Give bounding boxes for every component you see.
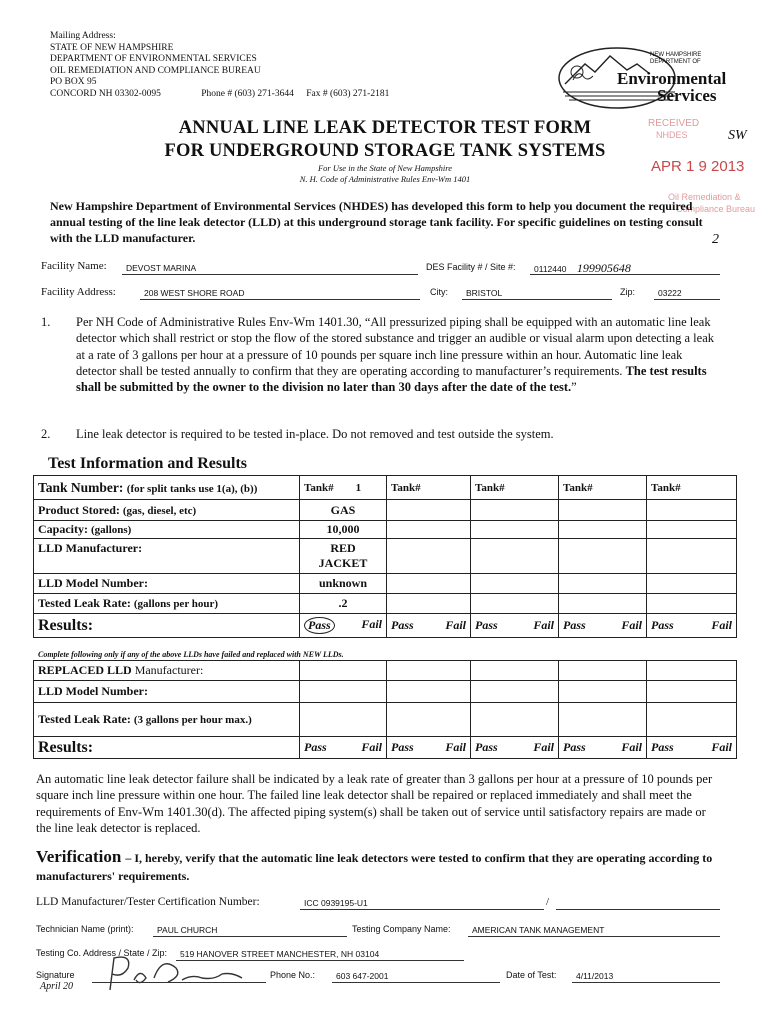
mailing-line: DEPARTMENT OF ENVIRONMENTAL SERVICES: [50, 54, 257, 65]
test-date-field[interactable]: 4/11/2013: [572, 970, 720, 983]
handwritten-count: 2: [712, 232, 719, 247]
tank-header-cell: [300, 476, 387, 500]
tank-number-text: Tank Number:: [38, 479, 124, 495]
handwritten-initials: SW: [728, 128, 747, 143]
model-cell[interactable]: [647, 574, 737, 594]
fail-option[interactable]: Fail: [361, 617, 382, 631]
tank-1-number[interactable]: 1: [355, 481, 362, 494]
result-cell: [559, 737, 647, 759]
received-stamp-bureau: Compliance Bureau: [676, 204, 756, 214]
table-row: [34, 539, 737, 574]
result-cell: [387, 737, 471, 759]
table-row: [34, 574, 737, 594]
product-tank-1[interactable]: GAS: [300, 500, 387, 521]
manufacturer-line: RED: [330, 541, 356, 555]
logo-services: Services: [657, 86, 717, 105]
replaced-results-label: Results:: [34, 737, 300, 759]
cert-number-field[interactable]: ICC 0939195-U1: [300, 897, 544, 910]
city-field[interactable]: BRISTOL: [462, 287, 612, 300]
result-cell: [387, 614, 471, 638]
handwritten-site-number: 199905648: [576, 261, 631, 275]
replaced-rate-cell[interactable]: [387, 703, 471, 737]
product-note: (gas, diesel, etc): [122, 504, 197, 517]
replaced-manufacturer-text: Manufacturer:: [134, 663, 204, 677]
capacity-note: (gallons): [91, 524, 132, 536]
mailing-line: STATE OF NEW HAMPSHIRE: [50, 42, 174, 53]
city-label: City:: [430, 287, 448, 297]
pass-option[interactable]: Pass: [563, 740, 586, 754]
test-date-label: Date of Test:: [506, 970, 557, 980]
pass-option[interactable]: Pass: [391, 618, 414, 632]
verification-heading: Verification: [36, 847, 122, 866]
replaced-rate-cell[interactable]: [300, 703, 387, 737]
manufacturer-line: JACKET: [318, 556, 368, 570]
fail-option[interactable]: Fail: [533, 740, 554, 754]
form-subtitle: For Use in the State of New Hampshire: [317, 163, 453, 173]
facility-address-field[interactable]: 208 WEST SHORE ROAD: [140, 287, 420, 300]
mailing-city: CONCORD NH 03302-0095: [50, 88, 161, 99]
intro-paragraph: New Hampshire Department of Environmental Services (NHDES) has developed this form to help you document the required annual testing of the line leak detector (LLD) at this underground storage tank facility. For specific guidelines on testing consult with the LLD manufacturer.: [50, 199, 703, 245]
company-name-field[interactable]: AMERICAN TANK MANAGEMENT: [468, 924, 720, 937]
replaced-cell[interactable]: [300, 661, 387, 681]
replaced-rate-label: [34, 703, 300, 737]
form-subtitle-rule: N. H. Code of Administrative Rules Env-Wm 1401: [299, 174, 471, 184]
tank-header: Tank#: [559, 476, 647, 500]
results-label: Results:: [34, 614, 300, 638]
tank-number-note: (for split tanks use 1(a), (b)): [126, 482, 258, 495]
cert-number-label: LLD Manufacturer/Tester Certification Number:: [36, 896, 260, 908]
received-stamp: RECEIVED: [648, 118, 700, 129]
leak-rate-cell[interactable]: [647, 594, 737, 614]
cert-number-field-2[interactable]: [556, 897, 720, 910]
company-address-label: Testing Co. Address / State / Zip:: [36, 948, 168, 958]
phone-field[interactable]: 603 647-2001: [332, 970, 500, 983]
model-tank-1[interactable]: unknown: [300, 574, 387, 594]
manufacturer-cell[interactable]: [471, 539, 559, 574]
product-cell[interactable]: [387, 500, 471, 521]
logo-environmental: Environmental: [617, 69, 727, 88]
leak-rate-cell[interactable]: [387, 594, 471, 614]
product-text: Product Stored:: [38, 502, 120, 517]
company-address-field[interactable]: 519 HANOVER STREET MANCHESTER, NH 03104: [176, 948, 464, 961]
capacity-cell[interactable]: [387, 521, 471, 539]
mailing-contact-line: [50, 89, 389, 101]
mailing-line: OIL REMEDIATION AND COMPLIANCE BUREAU: [50, 65, 261, 76]
received-stamp-date: APR 1 9 2013: [651, 158, 745, 175]
fail-option[interactable]: Fail: [711, 618, 732, 632]
result-cell: [647, 614, 737, 638]
replaced-cell[interactable]: [559, 661, 647, 681]
des-facility-number: 0112440: [534, 264, 567, 274]
manufacturer-label: LLD Manufacturer:: [34, 539, 300, 574]
model-cell[interactable]: [387, 574, 471, 594]
capacity-text: Capacity:: [38, 522, 88, 536]
form-title-line2: FOR UNDERGROUND STORAGE TANK SYSTEMS: [164, 141, 606, 161]
logo-line: NEW HAMPSHIRE: [650, 52, 702, 58]
zip-label: Zip:: [620, 287, 636, 297]
replaced-model-cell[interactable]: [471, 681, 559, 703]
capacity-tank-1[interactable]: 10,000: [300, 521, 387, 539]
replaced-model-cell[interactable]: [300, 681, 387, 703]
replaced-model-cell[interactable]: [559, 681, 647, 703]
para-rule-bold: The test results shall be submitted by the owner to the division no later than 30 days after the date of the test.: [76, 363, 707, 395]
test-results-table: [33, 475, 737, 638]
replaced-cell[interactable]: [471, 661, 559, 681]
leak-rate-text: Tested Leak Rate:: [38, 596, 131, 610]
pass-option[interactable]: Pass: [475, 618, 498, 632]
replaced-model-label: LLD Model Number:: [34, 681, 300, 703]
table-row: [34, 521, 737, 539]
leak-rate-tank-1[interactable]: .2: [300, 594, 387, 614]
manufacturer-tank-1[interactable]: [300, 539, 387, 574]
para-rule-end: ”: [571, 380, 577, 395]
facility-name-label: Facility Name:: [41, 260, 107, 272]
table-row: [34, 737, 737, 759]
facility-name-field[interactable]: DEVOST MARINA: [122, 262, 418, 275]
fail-option[interactable]: Fail: [445, 618, 466, 632]
table-row: [34, 703, 737, 737]
technician-name-field[interactable]: PAUL CHURCH: [153, 924, 347, 937]
replacement-table: [33, 660, 737, 759]
table-row: [34, 681, 737, 703]
pass-option[interactable]: Pass: [304, 740, 327, 754]
pass-option[interactable]: Pass: [391, 740, 414, 754]
result-cell: [300, 737, 387, 759]
result-cell: [559, 614, 647, 638]
nhdes-logo: [555, 40, 755, 110]
result-cell: [471, 614, 559, 638]
product-label: [34, 500, 300, 521]
result-cell: [647, 737, 737, 759]
logo-line: DEPARTMENT OF: [650, 59, 701, 65]
pass-option[interactable]: Pass: [475, 740, 498, 754]
model-cell[interactable]: [559, 574, 647, 594]
fail-option[interactable]: Fail: [711, 740, 732, 754]
mailing-heading: Mailing Address:: [50, 31, 116, 41]
failure-paragraph: An automatic line leak detector failure shall be indicated by a leak rate of greater than 3 gallons per hour at a pressure of 10 pounds per square inch line pressure within one hour. The failed line leak detector shall be repaired or replaced immediately and shall meet the requirements of Env-Wm 1401.30(d). The affected piping system(s) shall be taken out of service until satisfactory repairs are made or the line leak detector is replaced.: [36, 772, 713, 835]
pass-option[interactable]: Pass: [651, 618, 674, 632]
product-cell[interactable]: [559, 500, 647, 521]
para-in-place: Line leak detector is required to be tested in-place. Do not removed and test outside the system.: [76, 427, 554, 441]
table-row: [34, 614, 737, 638]
fail-option[interactable]: Fail: [621, 618, 642, 632]
replaced-text: REPLACED LLD: [38, 663, 132, 677]
result-tank-1: [300, 614, 387, 638]
des-facility-label: DES Facility # / Site #:: [426, 262, 516, 272]
para-number: 2.: [41, 427, 51, 441]
capacity-label: [34, 521, 300, 539]
verification-text: – I, hereby, verify that the automatic line leak detectors were tested to confirm that they are operating according to manufacturers' requirements.: [36, 851, 713, 883]
zip-field[interactable]: 03222: [654, 287, 720, 300]
model-cell[interactable]: [471, 574, 559, 594]
signature-label: Signature: [36, 970, 75, 980]
replaced-manufacturer-label: [34, 661, 300, 681]
capacity-cell[interactable]: [647, 521, 737, 539]
leak-rate-cell[interactable]: [559, 594, 647, 614]
leak-rate-label: [34, 594, 300, 614]
replaced-model-cell[interactable]: [387, 681, 471, 703]
manufacturer-cell[interactable]: [559, 539, 647, 574]
para-rule-text: Per NH Code of Administrative Rules Env-Wm 1401.30, “All pressurized piping shall be equipped with an automatic line leak detector which shall restrict or stop the flow of the stored substance and trigger an audible or visual alarm upon detecting a leak at a rate of 3 gallons per hour at a pressure of 10 pounds per square inch line pressure within an hour. Automatic line leak detector shall be tested annually to confirm that they are operating according to manufacturer’s requirements.: [76, 315, 714, 378]
para-rule: [76, 314, 716, 395]
replaced-rate-cell[interactable]: [647, 703, 737, 737]
fail-option[interactable]: Fail: [621, 740, 642, 754]
replacement-note: Complete following only if any of the above LLDs have failed and replaced with NEW LLDs.: [38, 650, 344, 659]
result-cell: [471, 737, 559, 759]
des-facility-field[interactable]: [530, 262, 720, 275]
mailing-address: [50, 31, 389, 101]
replaced-rate-cell[interactable]: [559, 703, 647, 737]
fail-option[interactable]: Fail: [445, 740, 466, 754]
technician-name-label: Technician Name (print):: [36, 924, 134, 934]
mailing-line: PO BOX 95: [50, 77, 97, 88]
para-number: 1.: [41, 315, 51, 329]
replaced-cell[interactable]: [387, 661, 471, 681]
tank-header: Tank#: [387, 476, 471, 500]
model-label: LLD Model Number:: [34, 574, 300, 594]
pass-option[interactable]: Pass: [563, 618, 586, 632]
logo-small-text: [650, 52, 701, 66]
product-cell[interactable]: [647, 500, 737, 521]
phone-label: Phone No.:: [270, 970, 316, 980]
fail-option[interactable]: Fail: [361, 740, 382, 754]
facility-address-label: Facility Address:: [41, 286, 116, 298]
table-row: [34, 594, 737, 614]
product-cell[interactable]: [471, 500, 559, 521]
replaced-rate-text: Tested Leak Rate:: [38, 711, 131, 726]
cert-separator: /: [546, 896, 550, 908]
verification-block: [36, 848, 716, 885]
capacity-cell[interactable]: [559, 521, 647, 539]
tank-header: Tank#: [647, 476, 737, 500]
table-row: [34, 500, 737, 521]
capacity-cell[interactable]: [471, 521, 559, 539]
table-row: [34, 476, 737, 500]
tank-number-label: [34, 476, 300, 500]
mailing-phone: Phone # (603) 271-3644: [201, 88, 294, 99]
manufacturer-cell[interactable]: [647, 539, 737, 574]
replaced-rate-cell[interactable]: [471, 703, 559, 737]
received-stamp-bureau: Oil Remediation &: [668, 192, 741, 202]
tank-header: Tank#: [304, 481, 334, 494]
mailing-fax: Fax # (603) 271-2181: [306, 88, 390, 99]
leak-rate-note: (gallons per hour): [133, 598, 219, 610]
replaced-rate-note: (3 gallons per hour max.): [133, 713, 252, 726]
fail-option[interactable]: Fail: [533, 618, 554, 632]
replaced-model-cell[interactable]: [647, 681, 737, 703]
leak-rate-cell[interactable]: [471, 594, 559, 614]
tank-header: Tank#: [471, 476, 559, 500]
pass-option[interactable]: Pass: [651, 740, 674, 754]
form-title-line1: ANNUAL LINE LEAK DETECTOR TEST FORM: [178, 118, 592, 138]
table-row: [34, 661, 737, 681]
replaced-cell[interactable]: [647, 661, 737, 681]
section-title: Test Information and Results: [48, 455, 247, 472]
company-name-label: Testing Company Name:: [352, 924, 451, 934]
handwritten-sig-date: April 20: [40, 981, 74, 992]
received-stamp-agency: NHDES: [656, 130, 688, 140]
manufacturer-cell[interactable]: [387, 539, 471, 574]
pass-option-selected[interactable]: Pass: [304, 617, 335, 634]
signature-scribble-icon: [88, 950, 268, 995]
